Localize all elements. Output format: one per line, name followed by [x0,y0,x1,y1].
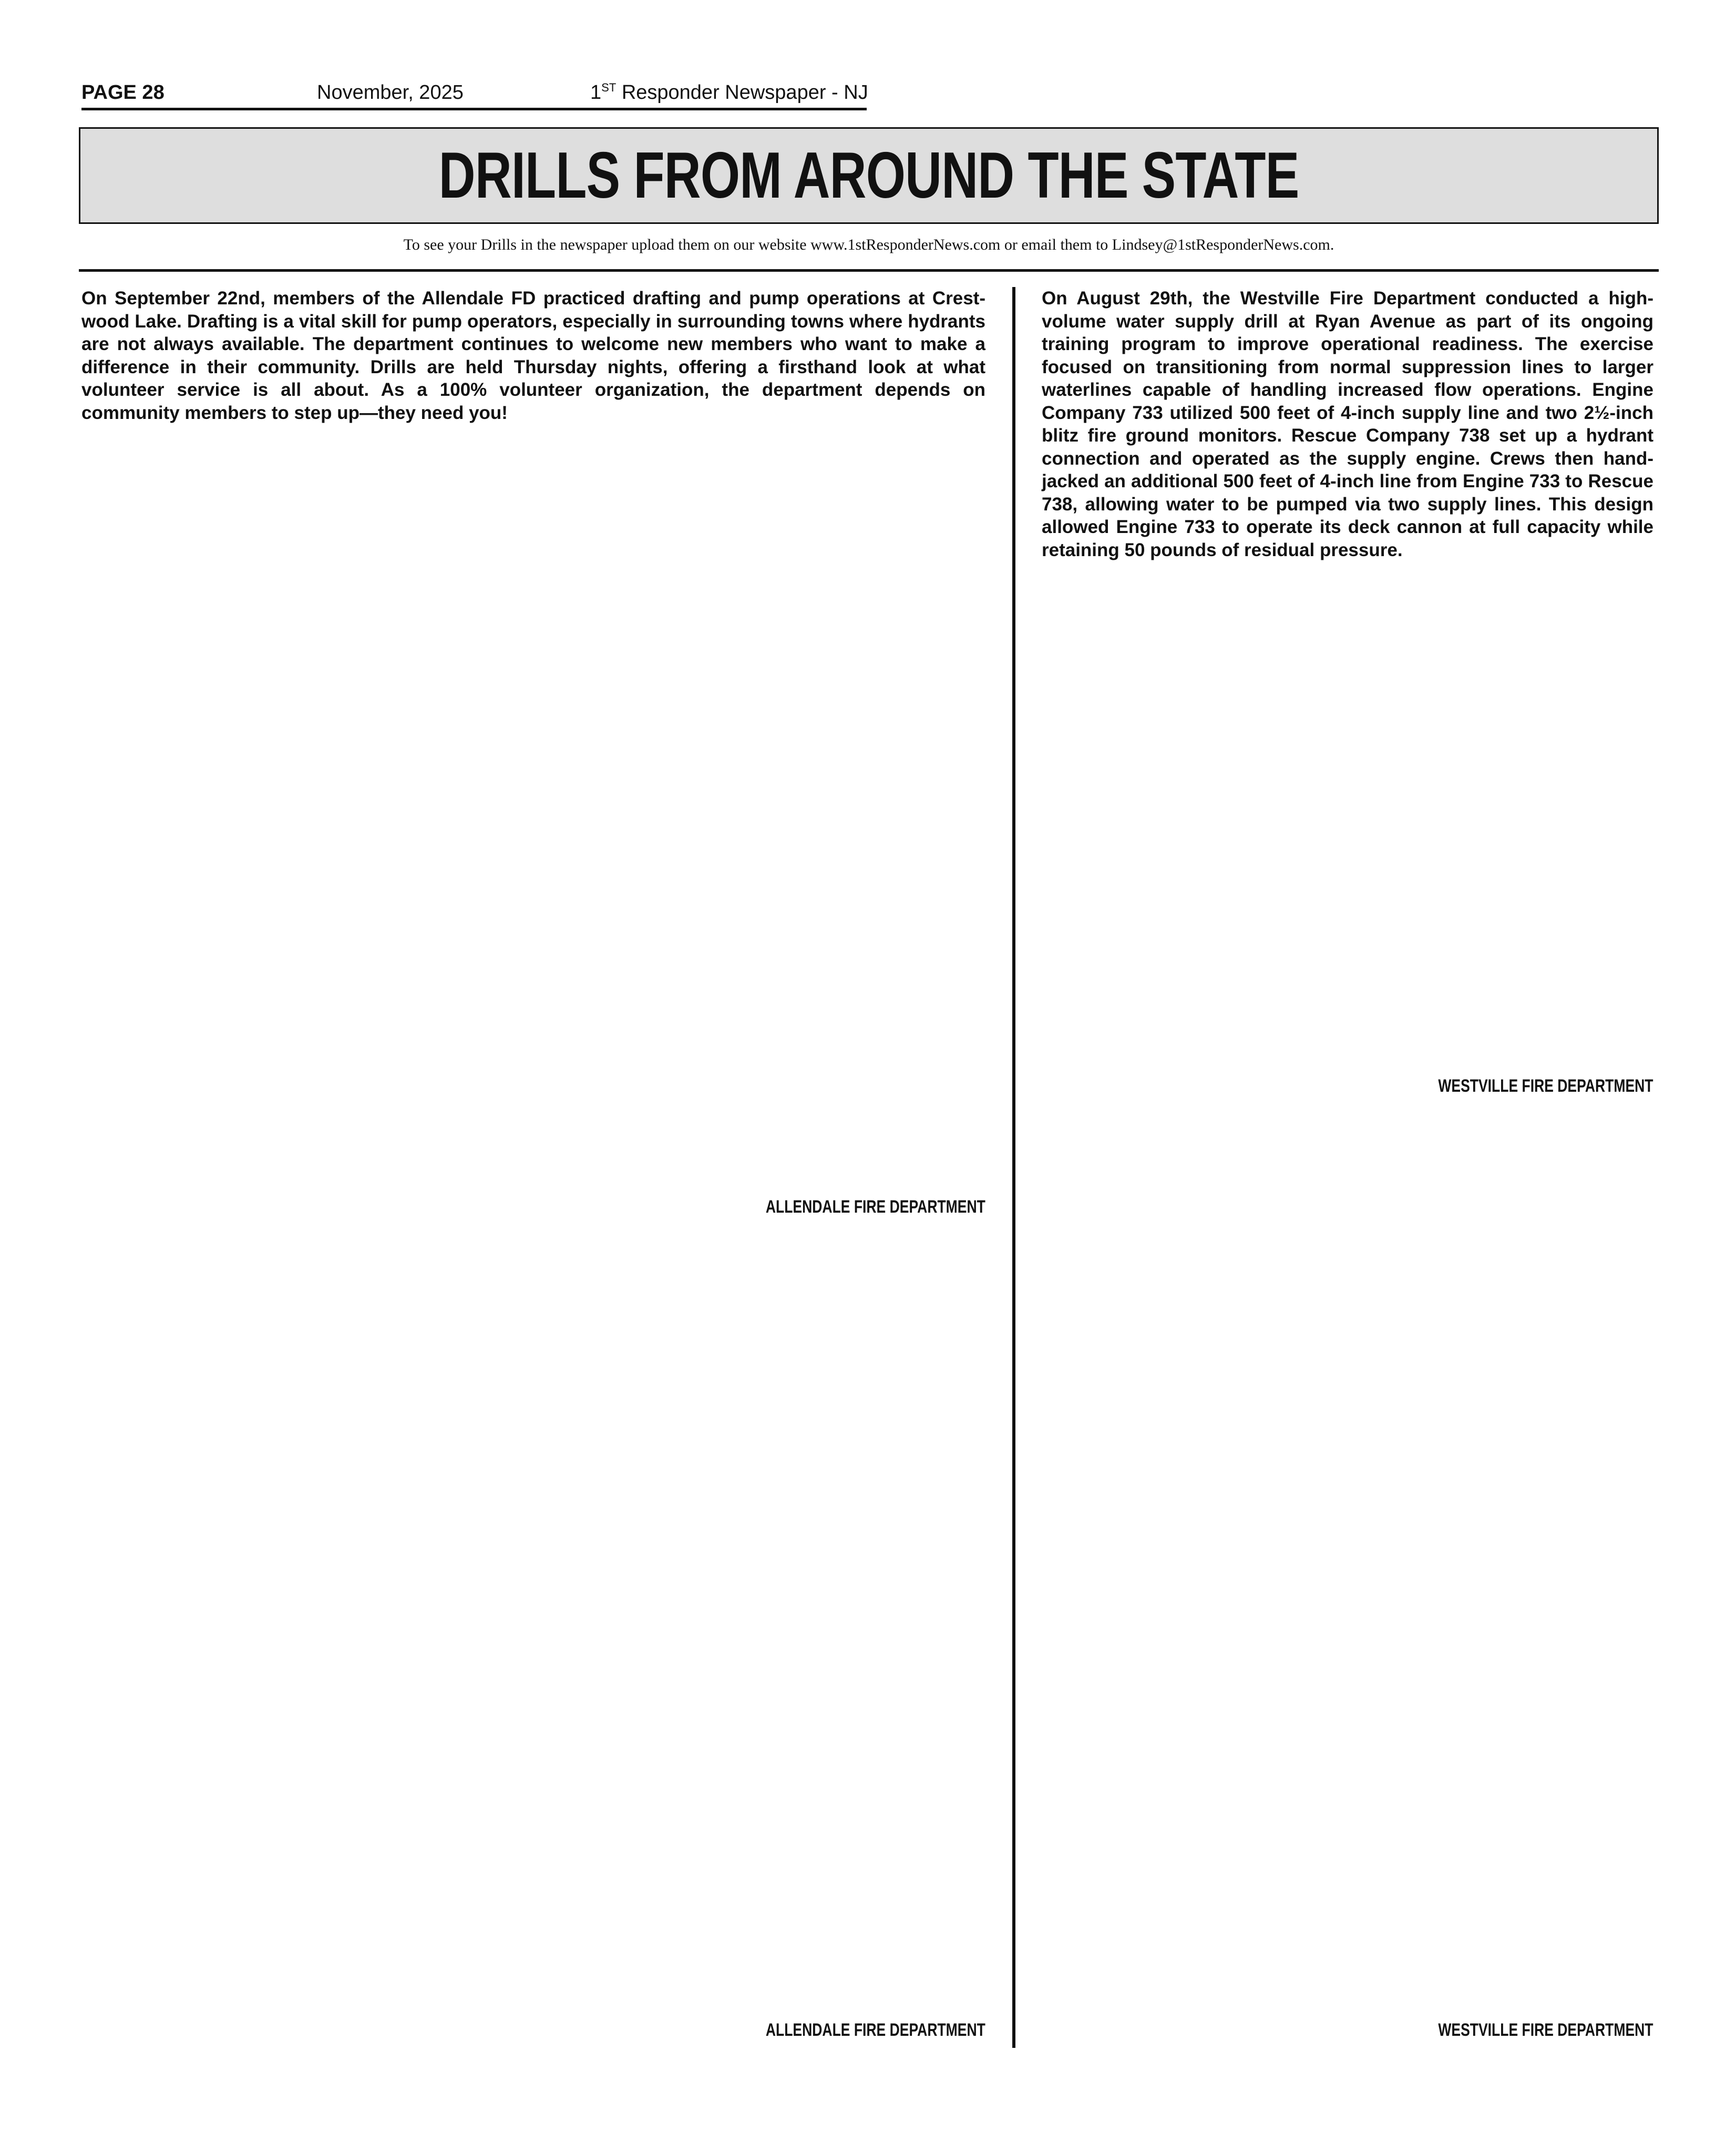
section-title: DRILLS FROM AROUND THE STATE [438,139,1299,212]
column-divider [1012,287,1015,2048]
newspaper-name-superscript: ST [601,81,617,94]
section-rule [79,269,1659,272]
allendale-photo [81,1227,985,2016]
newspaper-name-rest: Responder Newspaper - NJ [616,81,868,104]
allendale-photo [81,439,985,1191]
photo-credit: WESTVILLE FIRE DEPARTMENT [1437,2020,1653,2040]
westville-photo [1042,578,1653,1067]
westville-story: On August 29th, the Westville Fire Department conducted a high-volume water supply drill at Ryan Avenue as part of its ongoing training program to improve operational readiness. The exercise focused on transitioning from normal suppression lines to larger waterlines capable of handling increased flow operations. Engine Company 733 utilized 500 feet of 4-inch supply line and two 2½-inch blitz fire ground monitors. Rescue Company 738 set up a hydrant connection and operated as the supply engine. Crews then hand-jacked an additional 500 feet of 4-inch line from Engine 733 to Rescue 738, allowing water to be pumped via two supply lines. This design allowed Engine 733 to operate its deck cannon at full capacity while retaining 50 pounds of residual pressure. [1042,288,1653,560]
issue-date: November, 2025 [317,81,464,104]
newspaper-name [590,79,868,106]
photo-credit: ALLENDALE FIRE DEPARTMENT [766,1197,985,1217]
submission-note: To see your Drills in the newspaper upload them on our website www.1stResponderNews.com or email them to Lindsey@1stResponderNews.com. [403,236,1334,253]
allendale-story: On September 22nd, members of the Allendale FD practiced drafting and pump operations at Crestwood Lake. Drafting is a vital skill for pump operators, especially in surrounding towns where hydrants are not always available. The department continues to welcome new members who want to make a difference in their community. Drills are held Thursday nights, offering a firsthand look at what volunteer service is all about. As a 100% volunteer organization, the department depends on community members to step up—they need you! [81,288,985,423]
westville-photo [1042,1104,1653,2013]
photo-credit: WESTVILLE FIRE DEPARTMENT [1437,1076,1653,1096]
section-banner [79,127,1659,224]
newspaper-name-prefix: 1 [590,81,602,104]
photo-credit: ALLENDALE FIRE DEPARTMENT [766,2020,985,2040]
page-number: PAGE 28 [81,81,165,104]
header-rule [81,108,867,110]
